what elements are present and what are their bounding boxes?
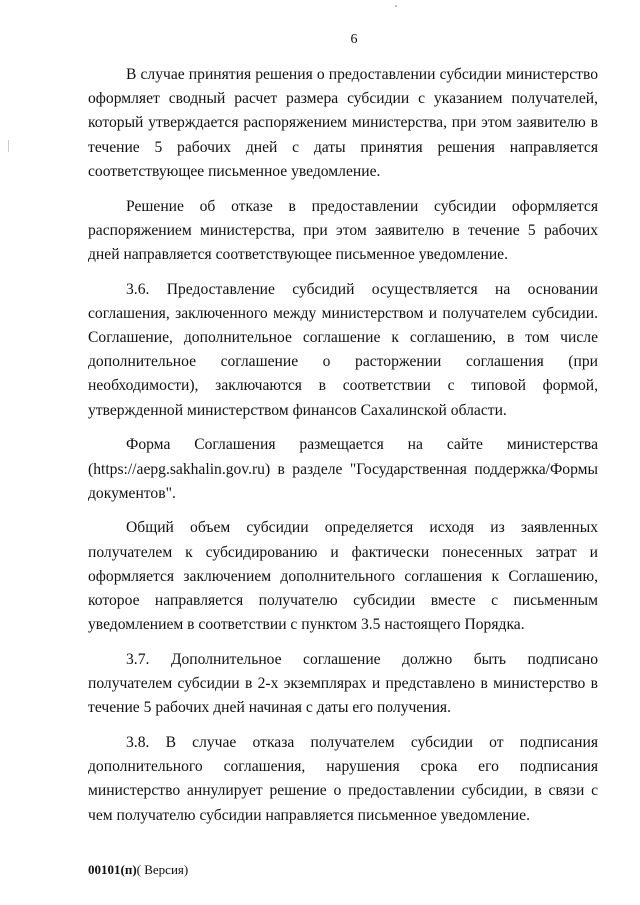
paragraph-3-8: 3.8. В случае отказа получателем субсидии от подписания дополнительного соглашения, нарушения срока его подписания министерство аннулирует решение о предоставлении субсидии, в связи с чем получателю субсидии направляется письменное уведомление. xyxy=(88,734,598,824)
paragraph-3-6: 3.6. Предоставление субсидий осуществляется на основании соглашения, заключенного между министерством и получателем субсидии. Соглашение, дополнительное соглашение к соглашению, в том числе дополнительное соглашение о расторжении соглашения (при необходимости), заключаются в соответствии с типовой формой, утвержденной министерством финансов Сахалинской области. xyxy=(88,280,598,419)
paragraph-refusal-decision: Решение об отказе в предоставлении субсидии оформляется распоряжением министерства, при этом заявителю в течение 5 рабочих дней направляется соответствующее письменное уведомление. xyxy=(88,197,598,263)
document-version: ( Версия) xyxy=(136,862,189,877)
page-number: 6 xyxy=(350,32,358,47)
paragraph-subsidy-volume: Общий объем субсидии определяется исходя из заявленных получателем к субсидированию и фактически понесенных затрат и оформляется заключением дополнительного соглашения к Соглашению, которое направляется получателю субсидии вместе с письменным уведомлением в соответствии с пунктом 3.5 настоящего Порядка. xyxy=(88,519,598,634)
paragraph-agreement-form: Форма Соглашения размещается на сайте министерства (https://aepg.sakhalin.gov.ru) в разделе "Государственная поддержка/Формы документов". xyxy=(88,436,598,502)
scan-mark xyxy=(8,140,9,152)
paragraph-subsidy-decision: В случае принятия решения о предоставлении субсидии министерство оформляет сводный расчет размера субсидии с указанием получателей, который утверждается распоряжением министерства, при этом заявителю в течение 5 рабочих дней с даты принятия решения направляется соответствующее письменное уведомление. xyxy=(88,66,598,180)
document-code: 00101(п) xyxy=(88,862,137,877)
document-footer xyxy=(88,862,188,878)
paragraph-3-7: 3.7. Дополнительное соглашение должно быть подписано получателем субсидии в 2-х экземплярах и представлено в министерство в течение 5 рабочих дней начиная с даты его получения. xyxy=(88,650,598,717)
document-body xyxy=(88,63,598,838)
scan-speck xyxy=(395,5,397,7)
